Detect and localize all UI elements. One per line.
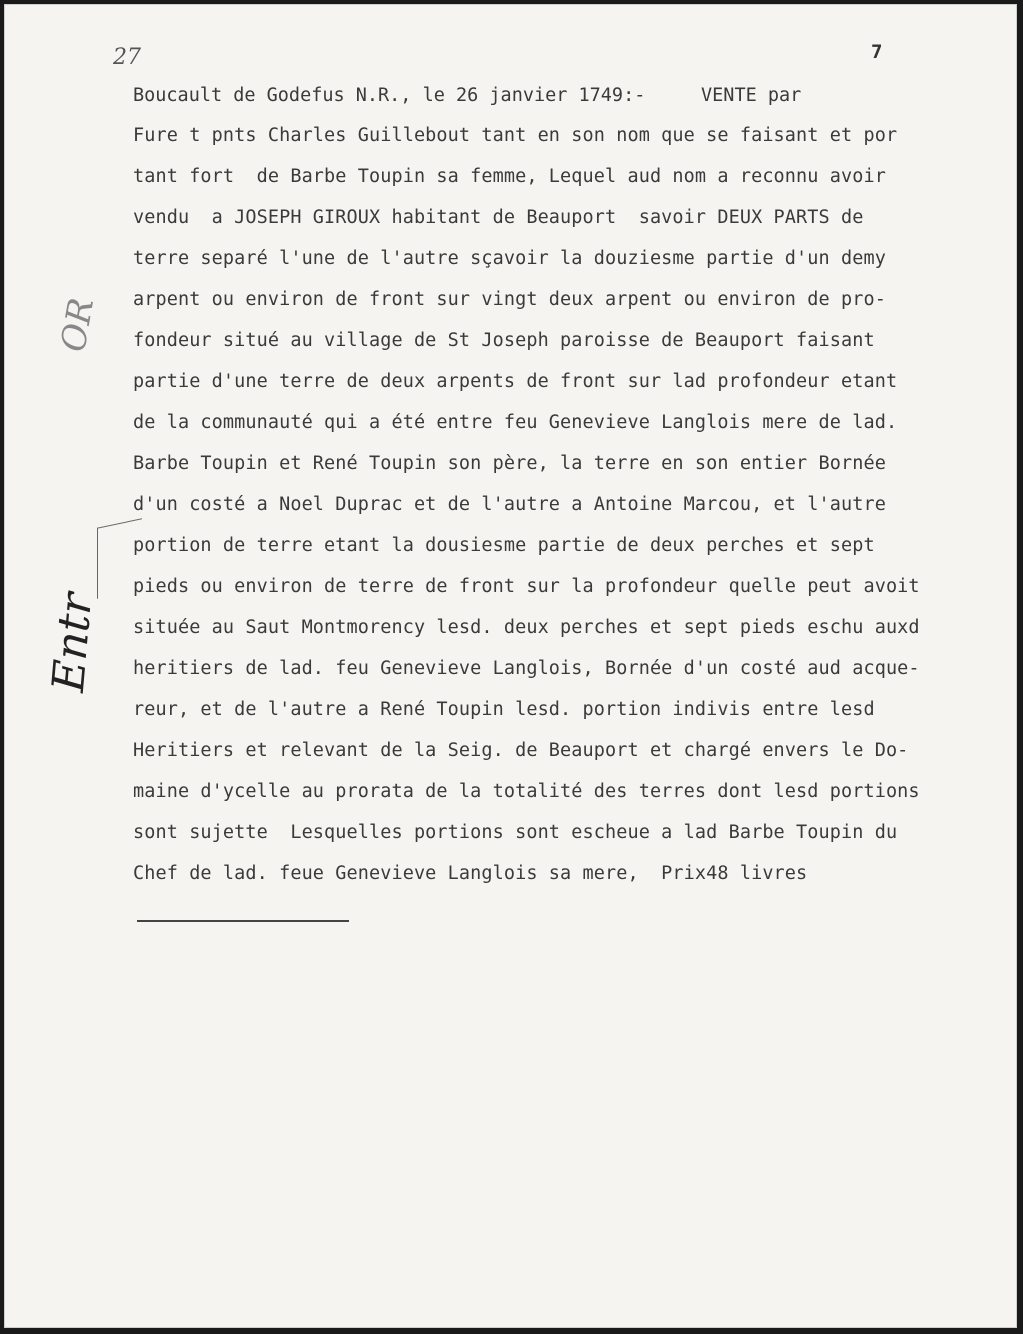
- text-line: d'un costé a Noel Duprac et de l'autre a Antoine Marcou, et l'autre: [133, 494, 886, 515]
- text-line: reur, et de l'autre a René Toupin lesd. portion indivis entre lesd: [133, 699, 875, 720]
- manuscript-number: 27: [113, 45, 141, 70]
- text-line: située au Saut Montmorency lesd. deux perches et sept pieds eschu auxd: [133, 617, 920, 638]
- text-line: tant fort de Barbe Toupin sa femme, Lequel aud nom a reconnu avoir: [133, 166, 886, 187]
- margin-note-or: OR: [53, 295, 103, 355]
- margin-note-entr: Entr: [42, 590, 103, 695]
- text-line: arpent ou environ de front sur vingt deux arpent ou environ de pro-: [133, 289, 886, 310]
- text-line: partie d'une terre de deux arpents de front sur lad profondeur etant: [133, 371, 898, 392]
- text-line: heritiers de lad. feu Genevieve Langlois, Bornée d'un costé aud acque-: [133, 658, 920, 679]
- text-line: Heritiers et relevant de la Seig. de Beauport et chargé envers le Do-: [133, 740, 909, 761]
- text-line: fondeur situé au village de St Joseph paroisse de Beauport faisant: [133, 330, 875, 351]
- header-line: Boucault de Godefus N.R., le 26 janvier 1749:- VENTE par: [133, 85, 802, 106]
- text-line: Barbe Toupin et René Toupin son père, la terre en son entier Bornée: [133, 453, 886, 474]
- text-line: vendu a JOSEPH GIROUX habitant de Beauport savoir DEUX PARTS de: [133, 207, 864, 228]
- page-number: 7: [871, 41, 883, 63]
- text-line: Fure t pnts Charles Guillebout tant en son nom que se faisant et por: [133, 125, 898, 146]
- text-line: terre separé l'une de l'autre sçavoir la douziesme partie d'un demy: [133, 248, 886, 269]
- text-line: maine d'ycelle au prorata de la totalité des terres dont lesd portions: [133, 781, 920, 802]
- text-line: portion de terre etant la dousiesme partie de deux perches et sept: [133, 535, 875, 556]
- text-line: sont sujette Lesquelles portions sont escheue a lad Barbe Toupin du: [133, 822, 898, 843]
- text-line: pieds ou environ de terre de front sur la profondeur quelle peut avoit: [133, 576, 920, 597]
- document-page: [4, 4, 1017, 1328]
- divider-rule: [137, 920, 349, 922]
- text-line: Chef de lad. feue Genevieve Langlois sa mere, Prix48 livres: [133, 863, 808, 884]
- text-line: de la communauté qui a été entre feu Genevieve Langlois mere de lad.: [133, 412, 898, 433]
